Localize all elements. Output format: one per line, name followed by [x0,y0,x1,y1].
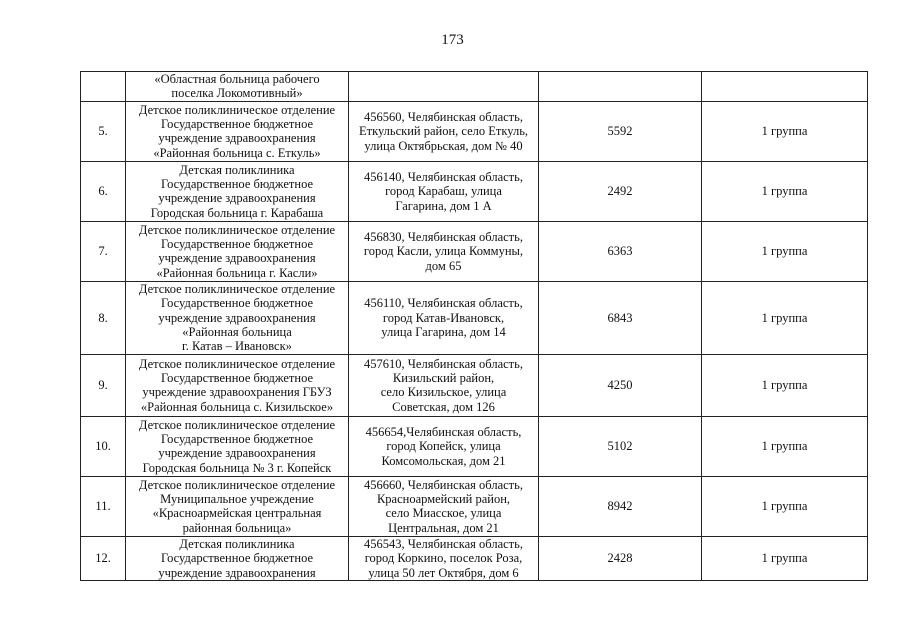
institution-address-line: улица Октябрьская, дом № 40 [364,138,523,153]
institution-name-line: г. Катав – Ивановск» [182,339,292,354]
population-count: 4250 [539,354,702,416]
institution-name-line: учреждение здравоохранения [158,565,316,580]
table-row [81,354,868,416]
group-category [702,72,868,102]
institution-address-line: Комсомольская, дом 21 [381,453,506,468]
population-count: 8942 [539,476,702,536]
institution-name [126,161,349,221]
institution-name-line: Детское поликлиническое отделение [138,477,336,492]
population-count: 2428 [539,536,702,580]
institution-address-line: 456560, Челябинская область, [364,109,523,124]
institution-name-line: Детская поликлиника [179,162,295,177]
institution-name-line: «Районная больница г. Касли» [156,265,318,280]
institution-name [126,476,349,536]
institution-name-line: «Областная больница рабочего [154,72,320,86]
row-number: 12. [81,536,126,580]
institution-name [126,281,349,354]
row-number: 9. [81,354,126,416]
institution-address-line: 456660, Челябинская область, [364,477,523,492]
institution-address-line: село Кизильское, улица [380,385,507,400]
institution-name-line: «Районная больница с. Еткуль» [153,145,321,160]
institution-name [126,101,349,161]
institution-name-line: Детское поликлиническое отделение [138,417,336,432]
institution-name-line: учреждение здравоохранения [158,131,316,146]
hospital-table [80,71,868,581]
institution-name [126,536,349,580]
institution-name-line: Городская больница г. Карабаша [150,205,324,220]
institution-address-line: 456543, Челябинская область, [364,536,523,551]
institution-address-line: город Карабаш, улица [385,184,502,199]
population-count [539,72,702,102]
table-row [81,416,868,476]
population-count: 5102 [539,416,702,476]
row-number: 8. [81,281,126,354]
institution-name-line: Государственное бюджетное [160,296,314,311]
institution-name-line: Детское поликлиническое отделение [138,222,336,237]
row-number [81,72,126,102]
group-category: 1 группа [702,354,868,416]
institution-address [349,281,539,354]
institution-name-line: учреждение здравоохранения [158,251,316,266]
institution-address-line: город Копейск, улица [386,439,501,454]
table-row [81,72,868,102]
institution-address-line: село Миасское, улица [385,506,502,521]
institution-address-line: 457610, Челябинская область, [364,356,523,371]
institution-name [126,72,349,102]
institution-address [349,416,539,476]
institution-address-line: Советская, дом 126 [392,399,495,414]
institution-address-line: 456830, Челябинская область, [364,229,523,244]
table-row [81,476,868,536]
institution-address [349,221,539,281]
table-body [81,72,868,581]
row-number: 10. [81,416,126,476]
institution-name-line: «Районная больница с. Кизильское» [140,399,334,414]
institution-name-line: Государственное бюджетное [160,551,314,566]
institution-address-line: город Касли, улица Коммуны, [363,244,524,259]
row-number: 5. [81,101,126,161]
table-row [81,536,868,580]
table-row [81,161,868,221]
institution-address [349,72,539,102]
institution-name-line: Государственное бюджетное [160,236,314,251]
group-category: 1 группа [702,101,868,161]
row-number: 6. [81,161,126,221]
group-category: 1 группа [702,221,868,281]
group-category: 1 группа [702,536,868,580]
row-number: 7. [81,221,126,281]
institution-name [126,416,349,476]
table-row [81,221,868,281]
institution-name-line: учреждение здравоохранения [158,446,316,461]
institution-name-line: Государственное бюджетное [160,176,314,191]
group-category: 1 группа [702,161,868,221]
population-count: 5592 [539,101,702,161]
institution-name-line: районная больница» [182,520,292,535]
institution-address-line: город Катав-Ивановск, [382,310,505,325]
group-category: 1 группа [702,416,868,476]
institution-address [349,354,539,416]
institution-name-line: учреждение здравоохранения ГБУЗ [142,385,332,400]
institution-address-line: Центральная, дом 21 [388,520,499,535]
institution-name-line: поселка Локомотивный» [171,86,303,101]
institution-name-line: учреждение здравоохранения [158,191,316,206]
institution-name-line: «Районная больница [182,325,292,340]
institution-address-line: Кизильский район, [392,370,495,385]
institution-name-line: Государственное бюджетное [160,370,314,385]
institution-name-line: Городская больница № 3 г. Копейск [142,460,332,475]
institution-name-line: Детская поликлиника [179,536,295,551]
page-number: 173 [441,32,464,48]
institution-name [126,354,349,416]
institution-name-line: Государственное бюджетное [160,431,314,446]
institution-address [349,101,539,161]
institution-name-line: «Красноармейская центральная [152,506,322,521]
institution-name-line: Государственное бюджетное [160,116,314,131]
institution-name-line: Детское поликлиническое отделение [138,356,336,371]
institution-address-line: 456140, Челябинская область, [364,169,523,184]
institution-address-line: улица 50 лет Октября, дом 6 [368,565,519,580]
population-count: 6843 [539,281,702,354]
institution-name-line: учреждение здравоохранения [158,310,316,325]
institution-name [126,221,349,281]
institution-address-line: Красноармейский район, [376,491,511,506]
row-number: 11. [81,476,126,536]
institution-address [349,536,539,580]
institution-name-line: Муниципальное учреждение [160,491,314,506]
institution-address-line: 456110, Челябинская область, [364,296,523,311]
group-category: 1 группа [702,476,868,536]
institution-address [349,476,539,536]
institution-address-line: Гагарина, дом 1 А [395,198,492,213]
table-row [81,101,868,161]
institution-address-line: Еткульский район, село Еткуль, [358,124,529,139]
institution-address-line: улица Гагарина, дом 14 [381,325,506,340]
population-count: 6363 [539,221,702,281]
group-category: 1 группа [702,281,868,354]
institution-address [349,161,539,221]
institution-address-line: город Коркино, поселок Роза, [364,551,523,566]
table-row [81,281,868,354]
institution-name-line: Детское поликлиническое отделение [138,281,336,296]
institution-address-line: 456654,Челябинская область, [365,424,522,439]
institution-address-line: дом 65 [425,258,462,273]
institution-name-line: Детское поликлиническое отделение [138,102,336,117]
population-count: 2492 [539,161,702,221]
